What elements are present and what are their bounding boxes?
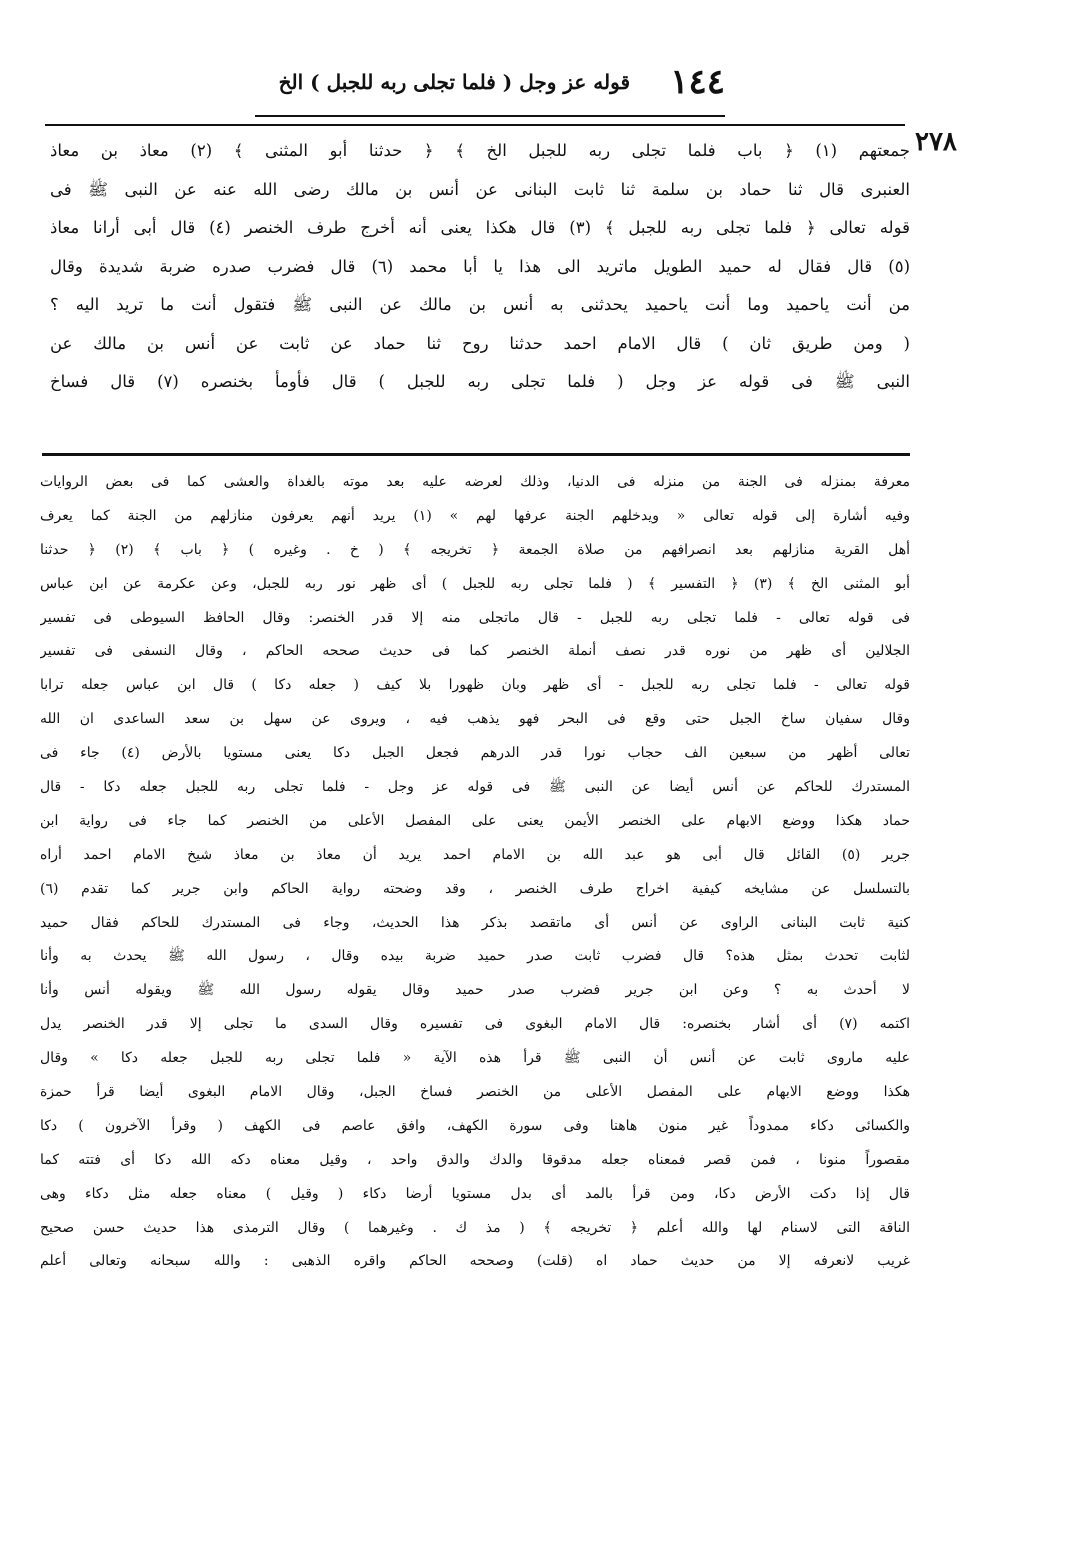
commentary-text [40,466,910,1279]
commentary-line: بالتسلسل عن مشايخه كيفية اخراج طرف الخنصر ، وقد وضحته رواية الحاكم وابن جرير كما تقدم (٦) [40,880,910,897]
commentary-line: قوله تعالى - فلما تجلى ربه للجبل - أى ظهر وبان ظهورا بلا كيف ( جعله دكا ) قال ابن عباس جعله ترابا [40,677,910,694]
hadith-line: من أنت ياحميد وما أنت ياحميد يحدثنى به أنس بن مالك عن النبى ﷺ فتقول أنت ما تريد اليه ؟ [50,295,910,314]
header-rule [255,115,725,117]
commentary-line: لثابت تحدث بمثل هذه؟ قال فضرب ثابت صدر حميد ضربة بيده وقال ، رسول الله ﷺ يحدث به وأنا [40,948,910,965]
hadith-text [50,132,910,402]
section-divider [42,453,910,456]
commentary-line: غريب لانعرفه إلا من حديث حماد اه (قلت) وصححه الحاكم واقره الذهبى : والله سبحانه وتعالى أعلم [40,1253,910,1270]
commentary-line: كنية ثابت البنانى الراوى عن أنس أى ماتقصد بذكر هذا الحديث، وجاء فى المستدرك للحاكم فقال حميد [40,914,910,931]
running-title: قوله عز وجل ( فلما تجلى ربه للجبل ) الخ [278,70,630,94]
commentary-line: حماد هكذا ووضع الابهام على الخنصر الأيمن يعنى على المفصل الأعلى من الخنصر كما جاء فى رواية ابن [40,812,910,829]
commentary-line: أهل القرية منازلهم بعد انصرافهم من صلاة الجمعة ﴿ تخريجه ﴾ ( خ . وغيره ) ﴿ باب ﴾ (٢) ﴿ حدثنا [40,541,910,558]
hadith-line: النبى ﷺ فى قوله عز وجل ( فلما تجلى ربه للجبل ) قال فأومأ بخنصره (٧) قال فساخ [50,372,910,391]
hadith-line: قوله تعالى ﴿ فلما تجلى ربه للجبل ﴾ (٣) قال هكذا يعنى أنه أخرج طرف الخنصر (٤) قال أبى أرانا معاذ [50,218,910,237]
commentary-line: الجلالين أى ظهر من نوره قدر نصف أنملة الخنصر كما فى حديث صححه الحاكم ، وقال النسفى فى تفسير [40,643,910,660]
hadith-line: جمعتهم (١) ﴿ باب فلما تجلى ربه للجبل الخ ﴾ ﴿ حدثنا أبو المثنى ﴾ (٢) معاذ بن معاذ [50,141,910,160]
commentary-line: المستدرك للحاكم عن أنس أيضا عن النبى ﷺ فى قوله عز وجل - فلما تجلى ربه للجبل جعله دكا - قال [40,779,910,796]
commentary-line: هكذا ووضع الابهام على المفصل الأعلى من الخنصر فساخ الجبل، وقال الامام البغوى أيضا قرأ حمزة [40,1084,910,1101]
commentary-line: مقصوراً منونا ، فمن قصر فمعناه جعله مدقوقا والدك والدق واحد ، وقيل معناه دكه الله دكا أى فتته كما [40,1151,910,1168]
commentary-line: الناقة التى لاسنام لها والله أعلم ﴿ تخريجه ﴾ ( مذ ك . وغيرهما ) وقال الترمذى هذا حديث حسن صحيح [40,1219,910,1236]
commentary-line: اكتمه (٧) أى أشار بخنصره: قال الامام البغوى فى تفسيره وقال السدى ما تجلى إلا قدر الخنصر يدل [40,1016,910,1033]
commentary-line: جرير (٥) القائل قال أبى هو عبد الله بن الامام احمد يريد أن معاذ بن معاذ شيخ الامام احمد أراه [40,846,910,863]
commentary-line: لا أحدث به ؟ وعن ابن جرير فضرب صدر حميد وقال يقوله رسول الله ﷺ ويقوله أنس وأنا [40,982,910,999]
commentary-line: معرفة بمنزله فى الجنة من منزله فى الدنيا، وذلك لعرضه عليه بعد موته بالغداة والعشى كما فى بعض الروايات [40,474,910,490]
commentary-line: تعالى أظهر من سبعين الف حجاب نورا قدر الدرهم فجعل الجبل دكا يعنى مستويا بالأرض (٤) جاء فى [40,745,910,762]
hadith-line: ( ومن طريق ثان ) قال الامام احمد حدثنا روح ثنا حماد عن ثابت عن أنس بن مالك عن [50,333,910,353]
commentary-line: والكسائى دكاء ممدوداً غير منون هاهنا وفى سورة الكهف، وافق عاصم فى الكهف ( وقرأ الآخرون ) دكا [40,1117,910,1134]
hadith-number: ٢٧٨ [915,127,957,157]
page-header [255,62,725,114]
top-rule [45,124,905,126]
page-number: ١٤٤ [670,62,725,102]
commentary-line: أبو المثنى الخ ﴾ (٣) ﴿ التفسير ﴾ ( فلما تجلى ربه للجبل ) أى ظهر نور ربه للجبل، وعن عكرمة عن ابن عباس [40,575,910,592]
hadith-line: العنبرى قال ثنا حماد بن سلمة ثنا ثابت البنانى عن أنس بن مالك رضى الله عنه عن النبى ﷺ فى [50,179,910,199]
hadith-line: (٥) قال فقال له حميد الطويل ماتريد الى هذا يا أبا محمد (٦) قال فضرب صدره ضربة شديدة وقال [50,256,910,276]
commentary-line: وفيه أشارة إلى قوله تعالى « ويدخلهم الجنة عرفها لهم » (١) يريد أنهم يعرفون منازلهم من الجنة كما يعرف [40,507,910,524]
commentary-line: قال إذا دكت الأرض دكا، ومن قرأ بالمد أى بدل مستويا أرضا دكاء ( وقيل ) معناه جعله مثل دكاء وهى [40,1185,910,1202]
commentary-line: فى قوله تعالى - فلما تجلى ربه للجبل - قال ماتجلى منه إلا قدر الخنصر: وقال الحافظ السيوطى فى تفسير [40,609,910,626]
commentary-line: وقال سفيان ساخ الجبل حتى وقع فى البحر فهو يذهب فيه ، ويروى عن سهل بن سعد الساعدى ان الله [40,711,910,728]
commentary-line: عليه ماروى ثابت عن أنس أن النبى ﷺ قرأ هذه الآية « فلما تجلى ربه للجبل جعله دكا » وقال [40,1050,910,1067]
